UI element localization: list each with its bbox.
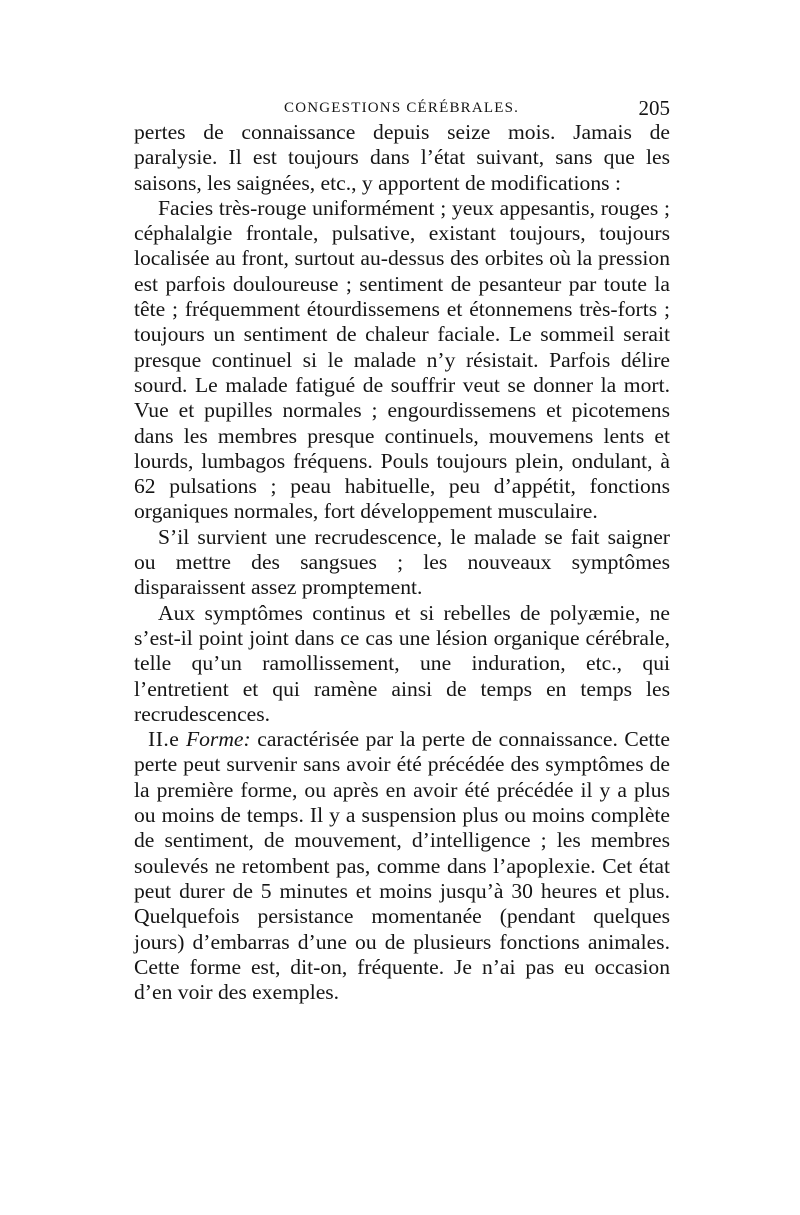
paragraph-polyaemia: Aux symptômes continus et si rebelles de polyæmie, ne s’est-il point joint dans ce cas une lésion organique cérébrale, telle qu’un ramollissement, une induration, etc., qui l’entretient et qui ramène ainsi de temps en temps les recrudescences. [134,600,670,726]
running-title: CONGESTIONS CÉRÉBRALES. [284,100,520,116]
page-number: 205 [638,96,670,120]
section-title: Forme: [185,727,251,752]
paragraph-continuation: pertes de connaissance depuis seize mois. Jamais de paralysie. Il est toujours dans l’état suivant, sans que les saisons, les saignées, etc., y apportent de modifications : [134,120,670,195]
paragraph-symptoms: Facies très-rouge uniformément ; yeux appesantis, rouges ; céphalalgie frontale, pulsative, existant toujours, toujours localisée au front, surtout au-dessus des orbites où la pression est parfois douloureuse ; sentiment de pesanteur par toute la tête ; fréquemment étourdissemens et étonnemens très-forts ; toujours un sentiment de chaleur faciale. Le sommeil serait presque continuel si le malade n’y résistait. Parfois délire sourd. Le malade fatigué de souffrir veut se donner la mort. Vue et pupilles normales ; engourdissemens et picotemens dans les membres presque continuels, mouvemens lents et lourds, lumbagos fréquens. Pouls toujours plein, ondulant, à 62 pulsations ; peau habituelle, peu d’appétit, fonctions organiques normales, fort développement musculaire. [134,195,670,524]
section-number: II.e [148,727,180,752]
section-text: caractérisée par la perte de connaissance. Cette perte peut survenir sans avoir été précédée des symptômes de la première forme, ou après en avoir été précédée il y a plus ou moins de temps. Il y a suspension plus ou moins complète de sentiment, de mouvement, d’intelligence ; les membres soulevés ne retombent pas, comme dans l’apoplexie. Cet état peut durer de 5 minutes et moins jusqu’à 30 heures et plus. Quelquefois persistance momentanée (pendant quelques jours) d’embarras d’une ou de plusieurs fonctions animales. Cette forme est, dit-on, fréquente. Je n’ai pas eu occasion d’en voir des exemples. [134,727,670,1005]
paragraph-recrudescence: S’il survient une recrudescence, le malade se fait saigner ou mettre des sangsues ; les nouveaux symptômes disparaissent assez promptement. [134,524,670,600]
page-body [134,120,670,1005]
paragraph-second-form [134,727,670,1005]
